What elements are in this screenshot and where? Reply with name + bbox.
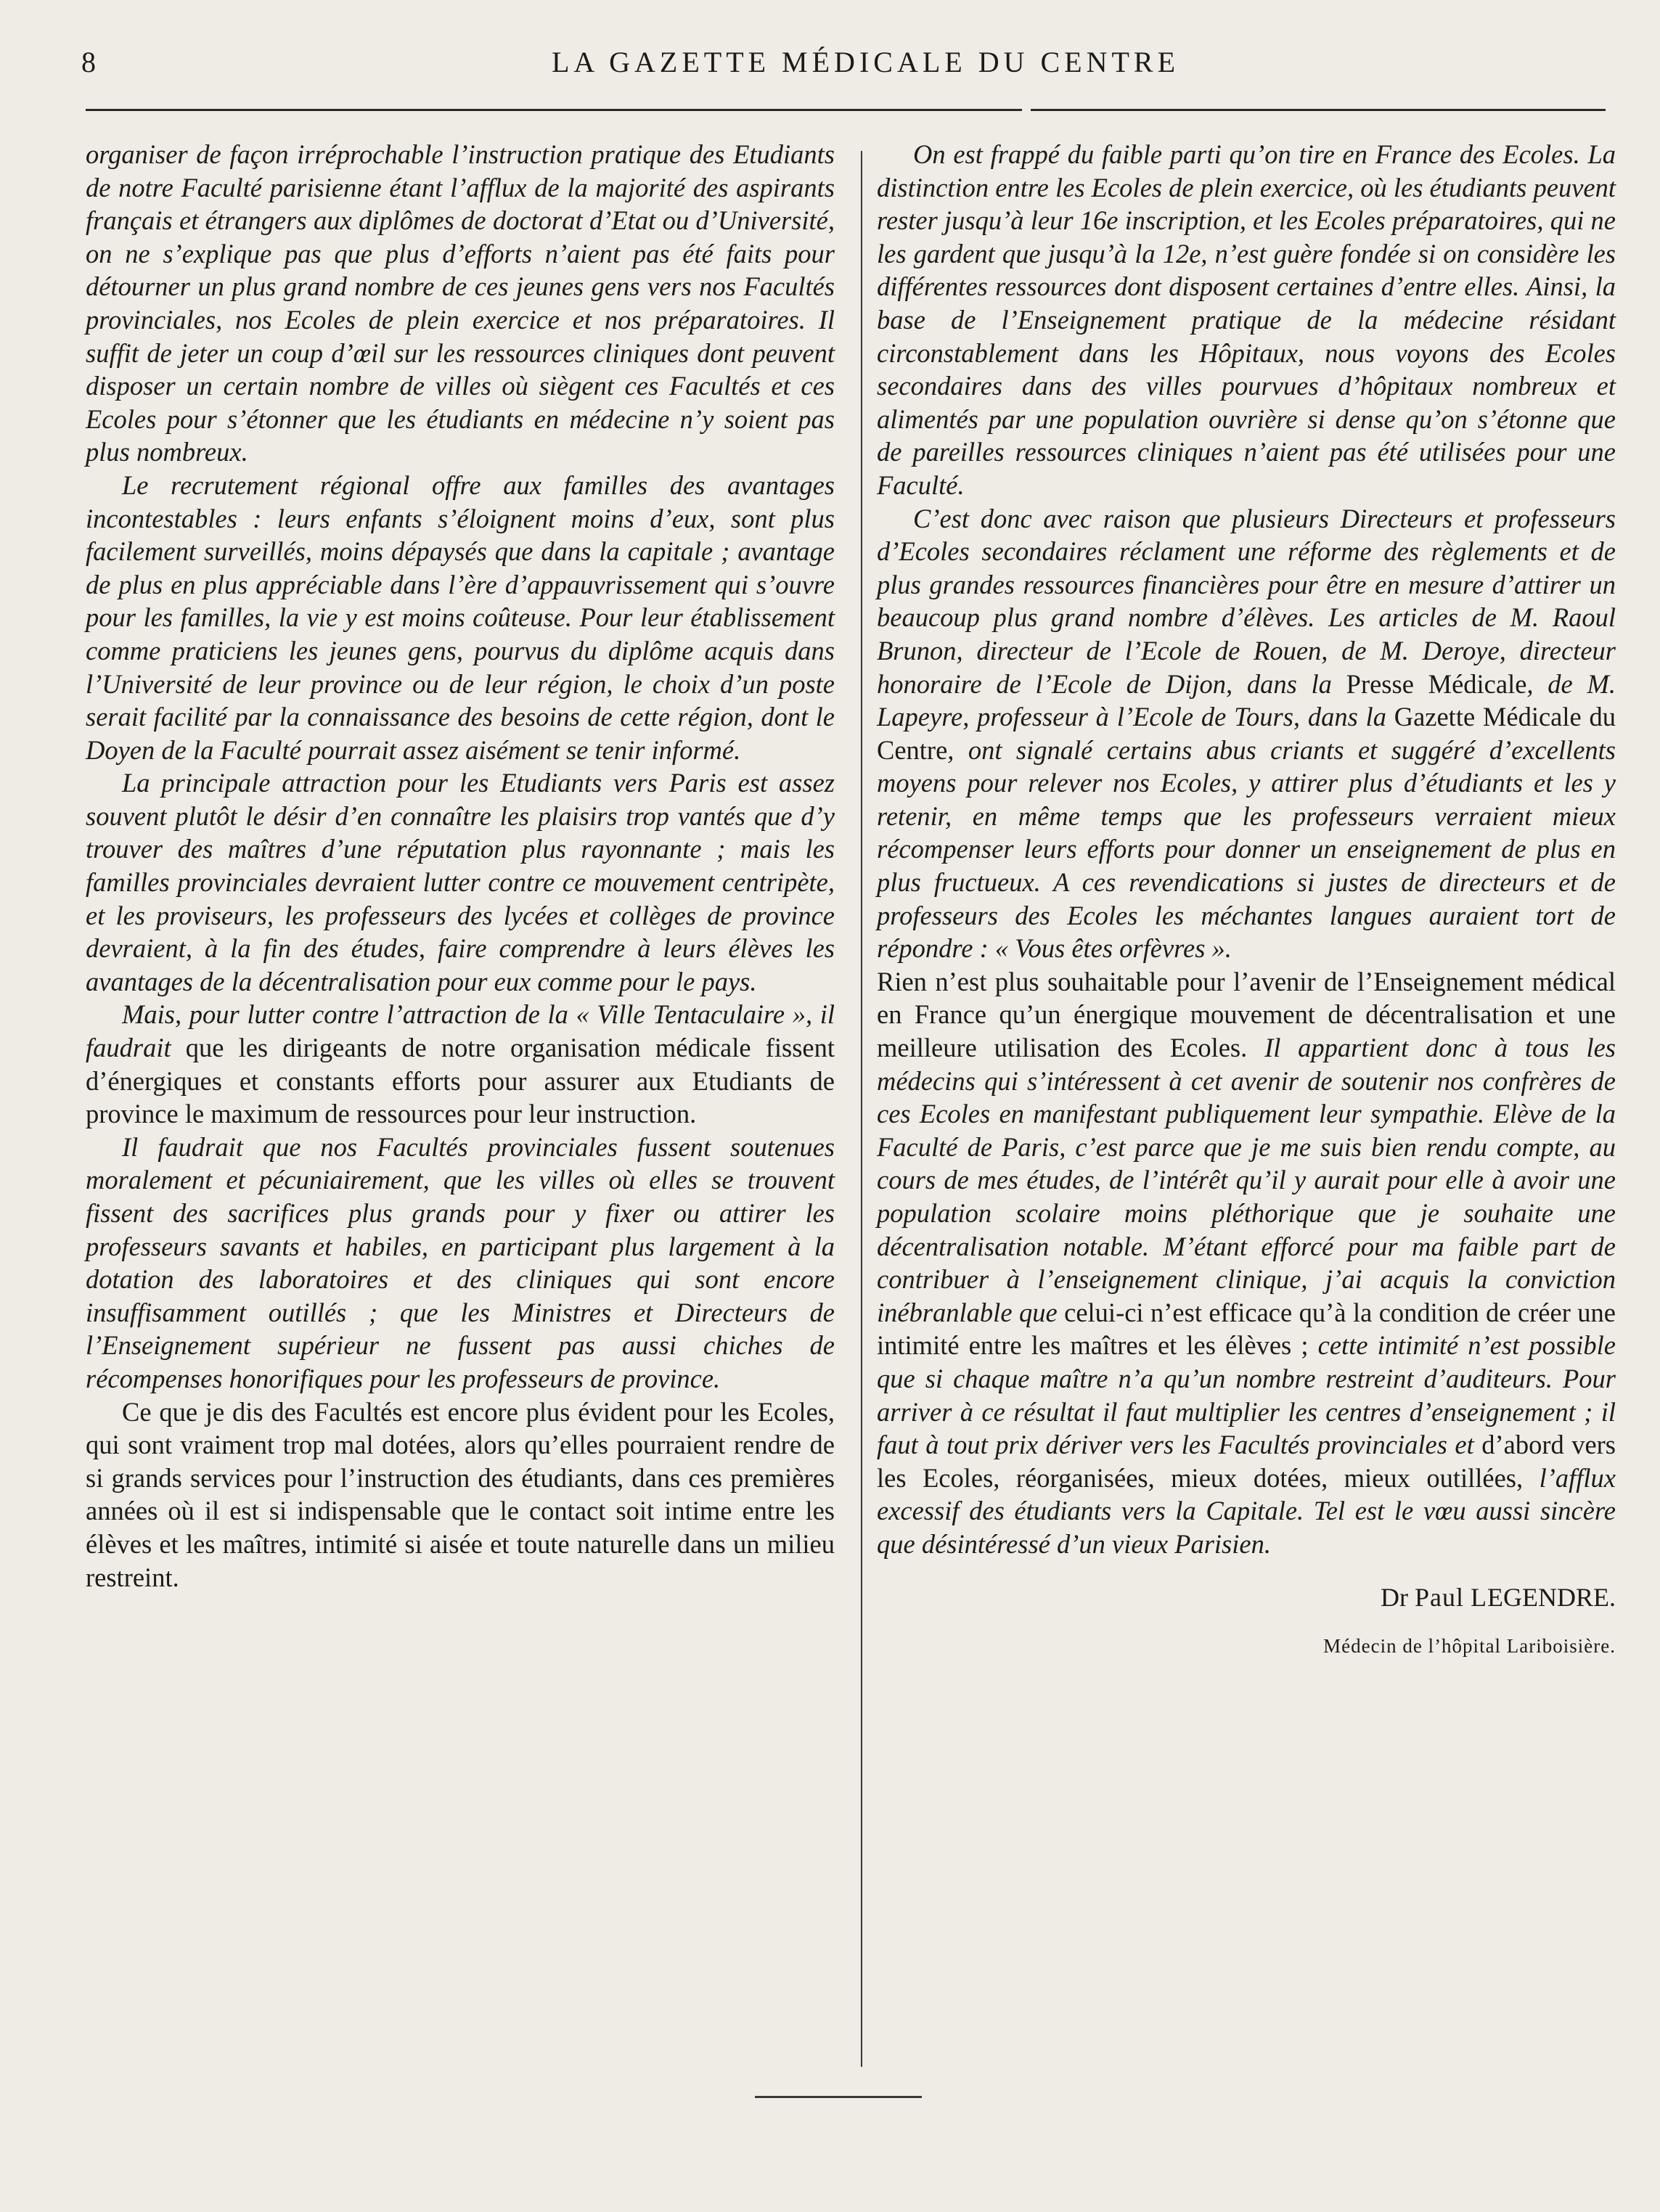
paragraph-italic-part: Mais, pour lutter contre l’attraction de la « Ville Tentaculaire », il faudrait (86, 999, 835, 1063)
header-rule-left (86, 109, 1022, 111)
header-rule-right (1031, 109, 1606, 111)
paragraph-part: , de M. Lapeyre, professeur à l’Ecole de Tours, dans la (877, 668, 1616, 732)
journal-name-presse: Presse Médicale (1346, 668, 1527, 699)
paragraph: On est frappé du faible parti qu’on tire en France des Ecoles. La distinction entre les Ecoles de plein exercice, où les étudiants peuvent rester jusqu’à leur 16e inscription, et les Ecoles préparatoires, qui ne les gardent que jusqu’à la 12e, n’est guère fondée si on considère les différentes ressources dont disposent certaines d’entre elles. Ainsi, la base de l’Enseignement pratique de la médecine résidant circonstablement dans les Hôpitaux, nous voyons des Ecoles secondaires dans des villes pourvues d’hôpitaux nombreux et alimentés par une population ouvrière si dense qu’on s’étonne que de pareilles ressources cliniques n’aient pas été utilisées pour une Faculté. (877, 139, 1616, 500)
paragraph-part: Rien n’est plus souhaitable pour l’avenir de l’Enseignement médical en France qu’un énergique mouvement de décentralisation et une meilleure utilisation des Ecoles. (877, 966, 1616, 1063)
signature-first-name: Paul (1415, 1582, 1465, 1612)
paragraph-roman-part: que les dirigeants de notre organisation médicale fissent d’énergiques et constants efforts pour assurer aux Etudiants de province le maximum de ressources pour leur instruction. (86, 1033, 835, 1129)
paragraph: organiser de façon irréprochable l’instruction pratique des Etudiants de notre Faculté parisienne étant l’afflux de la majorité des aspirants français et étrangers aux diplômes de doctorat d’Etat ou d’Université, on ne s’explique pas que plus d’efforts n’aient pas été faits pour détourner un plus grand nombre de ces jeunes gens vers nos Facultés provinciales, nos Ecoles de plein exercice et nos préparatoires. Il suffit de jeter un coup d’œil sur les ressources cliniques dont peuvent disposer un certain nombre de villes où siègent ces Facultés et ces Ecoles pour s’étonner que les étudiants en médecine n’y soient pas plus nombreux. (86, 139, 835, 467)
left-column (86, 138, 835, 1594)
paragraph: La principale attraction pour les Etudiants vers Paris est assez souvent plutôt le désir d’en connaître les plaisirs trop vantés que d’y trouver des maîtres d’une réputation plus rayonnante ; mais les familles provinciales devraient lutter contre ce mouvement centripète, et les proviseurs, les professeurs des lycées et collèges de province devraient, à la fin des études, faire comprendre à leurs élèves les avantages de la décentralisation pour eux comme pour le pays. (86, 768, 835, 996)
signature-last-name-rest: EGENDRE. (1487, 1582, 1616, 1612)
signature (877, 1581, 1616, 1615)
paragraph-part: C’est donc avec raison que plusieurs Directeurs et professeurs d’Ecoles secondaires réclament une réforme des règlements et de plus grandes ressources financières pour être en mesure d’attirer un beaucoup plus grand nombre d’élèves. Les articles de M. Raoul Brunon, directeur de l’Ecole de Rouen, de M. Deroye, directeur honoraire de l’Ecole de Dijon, dans la (877, 503, 1616, 699)
paragraph: Ce que je dis des Facultés est encore plus évident pour les Ecoles, qui sont vraiment trop mal dotées, alors qu’elles pourraient rendre de si grands services pour l’instruction des étudiants, dans ces premières années où il est si indispensable que le contact soit intime entre les élèves et les maîtres, intimité si aisée et toute naturelle dans un milieu restreint. (86, 1396, 835, 1592)
page-header (0, 0, 1660, 87)
signature-prefix: Dr (1381, 1582, 1408, 1612)
footer-rule (755, 2096, 922, 2098)
journal-name-gazette: Gazette Médicale du Centre (877, 702, 1616, 765)
paragraph-part: cette intimité n’est possible que si chaque maître n’a qu’un nombre restreint d’auditeurs. Pour arriver à ce résultat il faut multiplier les centres d’enseignement ; il faut à tout prix dériver vers les Facultés provinciales et (877, 1330, 1616, 1460)
paragraph-part: d’abord vers les Ecoles, réorganisées, mieux dotées, mieux outillées, (877, 1430, 1616, 1493)
paragraph-part: Il appartient donc à tous les médecins qui s’intéressent à cet avenir de soutenir nos confrères de ces Ecoles en manifestant publiquement leur sympathie. Elève de la Faculté de Paris, c’est parce que je me suis bien rendu compte, au cours de mes études, de l’intérêt qu’il y aurait pour elle à avoir une population scolaire moins pléthorique que je souhaite une décentralisation notable. M’étant efforcé pour ma faible part de contribuer à l’enseignement clinique, j’ai acquis la conviction inébranlable que (877, 1033, 1616, 1327)
signature-affiliation: Médecin de l’hôpital Lariboisière. (1323, 1635, 1616, 1658)
page-number: 8 (81, 46, 97, 78)
paragraph (877, 502, 1616, 965)
signature-last-name-initial: L (1471, 1582, 1488, 1612)
column-divider (861, 151, 862, 2067)
right-column (877, 138, 1616, 1663)
paragraph-part: celui-ci n’est efficace qu’à la condition de créer une intimité entre les maîtres et les élèves ; (877, 1297, 1616, 1361)
paragraph-part: l’afflux excessif des étudiants vers la Capitale. Tel est le vœu aussi sincère que désintéressé d’un vieux Parisien. (877, 1462, 1616, 1559)
paragraph (86, 998, 835, 1130)
paragraph-part: , ont signalé certains abus criants et suggéré d’excellents moyens pour relever nos Ecoles, y attirer plus d’étudiants et les y retenir, en même temps que les professeurs verraient mieux récompenser leurs efforts pour donner un enseignement de plus en plus fructueux. A ces revendications si justes de directeurs et de professeurs des Ecoles les méchantes langues auraient tort de répondre : « Vous êtes orfèvres ». (877, 734, 1616, 964)
paragraph (877, 965, 1616, 1561)
journal-title: LA GAZETTE MÉDICALE DU CENTRE (552, 46, 1180, 78)
paragraph: Il faudrait que nos Facultés provinciales fussent soutenues moralement et pécuniairement, que les villes où elles se trouvent fissent des sacrifices plus grands pour y fixer ou attirer les professeurs savants et habiles, en participant plus largement à la dotation des laboratoires et des cliniques qui sont encore insuffisamment outillés ; que les Ministres et Directeurs de l’Enseignement supérieur ne fussent pas aussi chiches de récompenses honorifiques pour les professeurs de province. (86, 1131, 835, 1393)
paragraph: Le recrutement régional offre aux familles des avantages incontestables : leurs enfants s’éloignent moins d’eux, sont plus facilement surveillés, moins dépaysés que dans la capitale ; avantage de plus en plus appréciable dans l’ère d’appauvrissement qui s’ouvre pour les familles, la vie y est moins coûteuse. Pour leur établissement comme praticiens les jeunes gens, pourvus du diplôme acquis dans l’Université de leur province ou de leur région, le choix d’un poste serait facilité par la connaissance des besoins de cette région, dont le Doyen de la Faculté pourrait assez aisément se tenir informé. (86, 470, 835, 765)
